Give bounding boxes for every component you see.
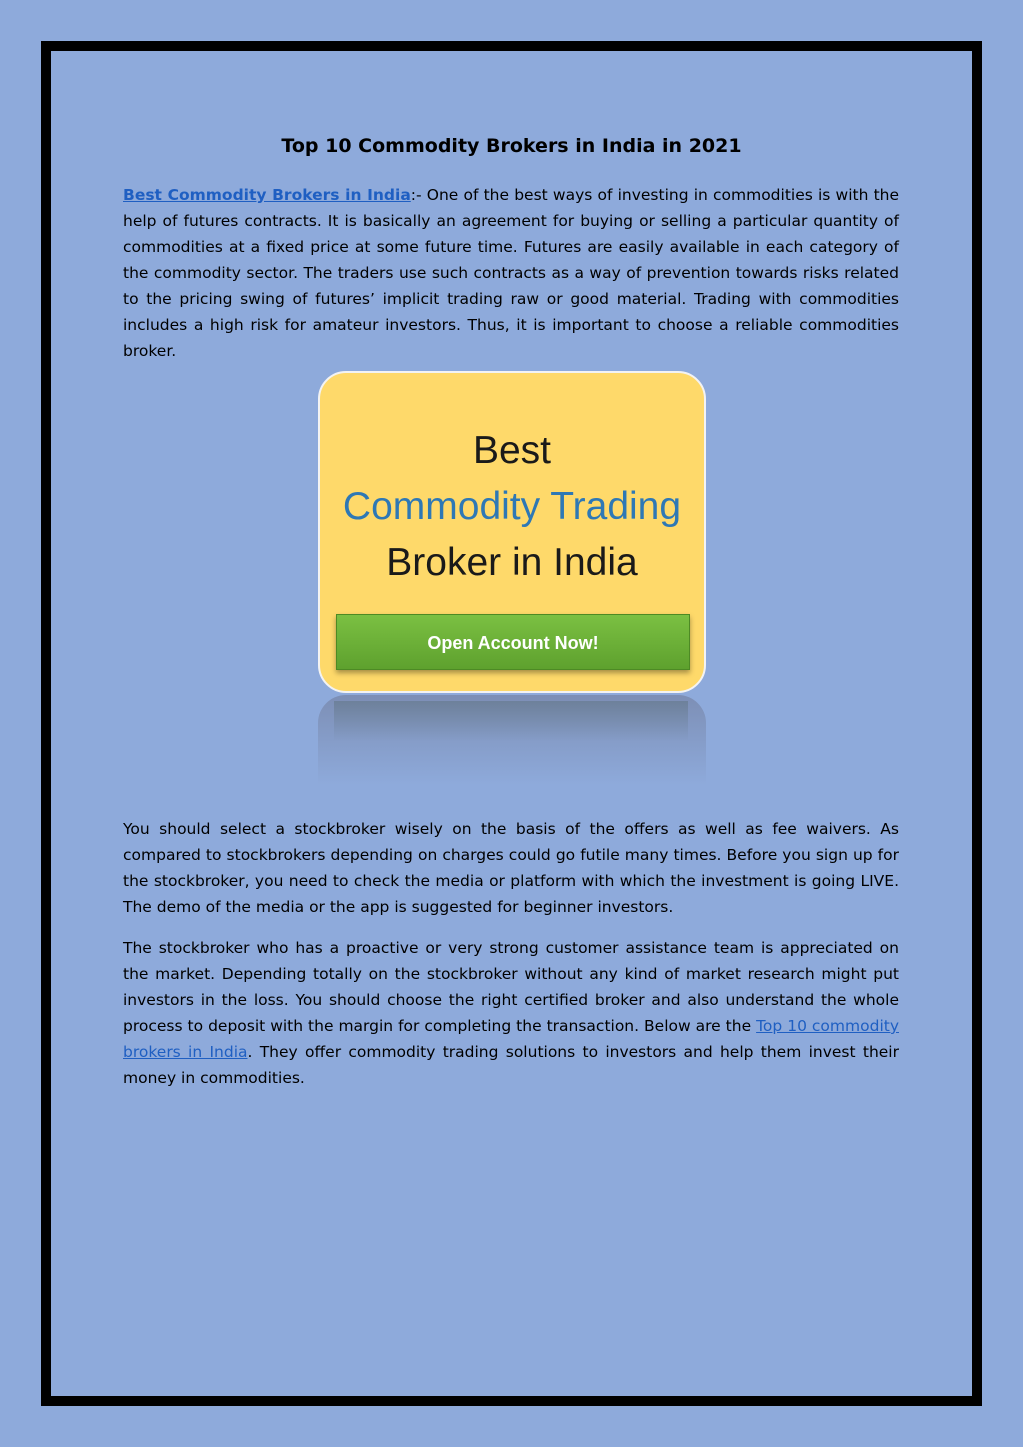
paragraph-3 <box>123 935 899 1091</box>
document-page <box>41 41 982 1406</box>
top-10-commodity-brokers-link[interactable]: Top 10 commodity brokers in India <box>123 1017 899 1061</box>
paragraph-3-text-after: . They offer commodity trading solutions to investors and help them invest their money in commodities. <box>123 1043 899 1087</box>
promo-line-2: Commodity Trading <box>342 485 682 528</box>
paragraph-3-text-before: The stockbroker who has a proactive or very strong customer assistance team is appreciated on the market. Depending totally on the stockbroker without any kind of market research might put investors in the loss. You should choose the right certified broker and also understand the whole process to deposit with the margin for completing the transaction. Below are the <box>123 939 899 1035</box>
promo-reflection-button <box>334 701 688 741</box>
promo-banner[interactable] <box>318 371 706 785</box>
document-title: Top 10 Commodity Brokers in India in 2021 <box>281 135 742 157</box>
open-account-button[interactable]: Open Account Now! <box>336 614 690 670</box>
best-commodity-brokers-link[interactable]: Best Commodity Brokers in India <box>123 186 411 204</box>
intro-paragraph <box>123 182 899 364</box>
promo-card[interactable] <box>318 371 706 693</box>
paragraph-2: You should select a stockbroker wisely on the basis of the offers as well as fee waivers. As compared to stockbrokers depending on charges could go futile many times. Before you sign up for the stockbroker, you need to check the media or platform with which the investment is going LIVE. The demo of the media or the app is suggested for beginner investors. <box>123 820 899 916</box>
promo-reflection <box>318 695 706 785</box>
intro-text: :- One of the best ways of investing in commodities is with the help of futures contracts. It is basically an agreement for buying or selling a particular quantity of commodities at a fixed price at some future time. Futures are easily available in each category of the commodity sector. The traders use such contracts as a way of prevention towards risks related to the pricing swing of futures’ implicit trading raw or good material. Trading with commodities includes a high risk for amateur investors. Thus, it is important to choose a reliable commodities broker. <box>123 186 900 360</box>
promo-line-1: Best <box>472 429 552 472</box>
promo-line-3: Broker in India <box>386 541 638 584</box>
